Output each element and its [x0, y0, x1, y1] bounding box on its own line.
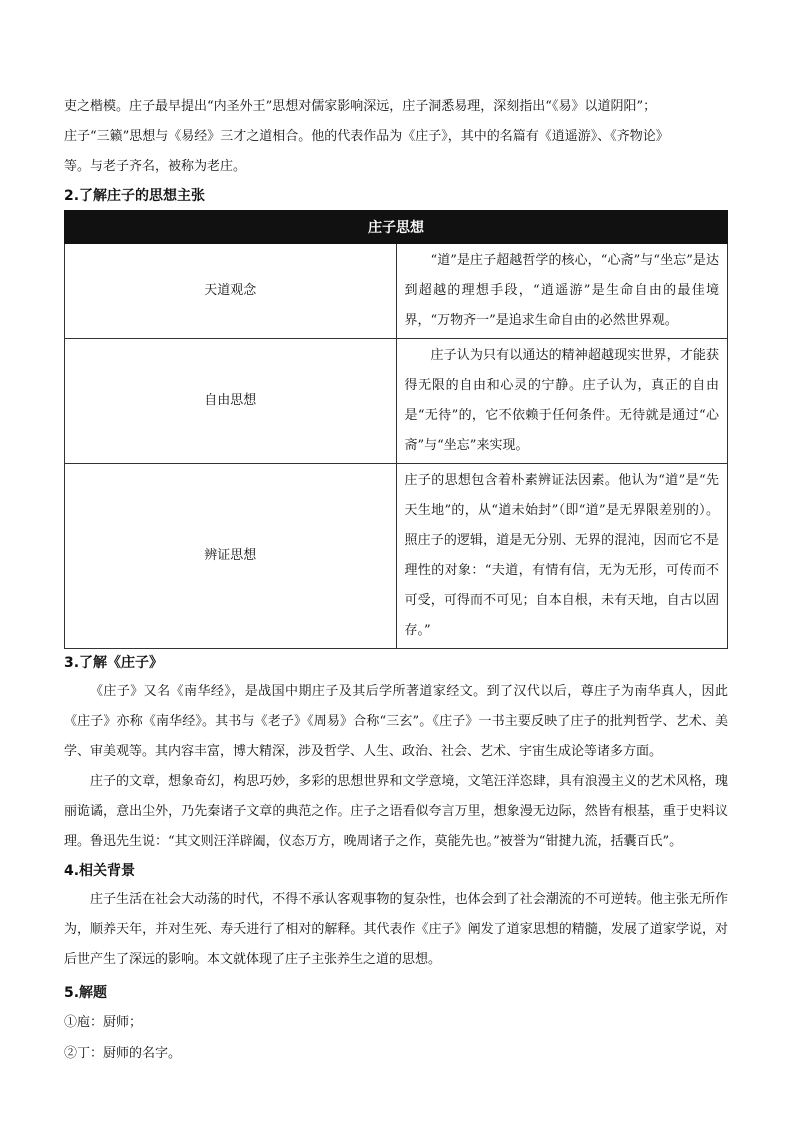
row-text-dialectic: 庄子的思想包含着朴素辨证法因素。他认为“道”是“先天生地”的，从“道未始封”（即“道”是无界限差别的）。照庄子的逻辑，道是无分别、无界的混沌，因而它不是理性的对象：“夫道，有情有信，无为无形，可传而不可受，可得而不可见；自本自根，未有天地，自古以固存。”	[396, 464, 728, 649]
table-row	[65, 464, 728, 649]
book-paragraph-2: 庄子的文章，想象奇幻，构思巧妙，多彩的思想世界和文学意境，文笔汪洋恣肆，具有浪漫主义的艺术风格，瑰丽诡谲，意出尘外，乃先秦诸子文章的典范之作。庄子之语看似夸言万里，想象漫无边际，然皆有根基，重于史料议理。鲁迅先生说：“其文则汪洋辟阖，仪态万方，晚周诸子之作，莫能先也。”被誉为“钳揵九流，括囊百氏”。	[64, 774, 728, 849]
section-heading-title-explanation: 5.解题	[64, 985, 108, 1001]
intro-line-1: 吏之楷模。庄子最早提出“内圣外王”思想对儒家影响深远，庄子洞悉易理，深刻指出“《易》以道阴阳”；	[64, 99, 657, 114]
table-header: 庄子思想	[65, 211, 728, 244]
row-label-dialectic: 辨证思想	[65, 464, 397, 649]
row-text-heaven-way: “道”是庄子超越哲学的核心，“心斋”与“坐忘”是达到超越的理想手段，“逍遥游”是生命自由的最佳境界，“万物齐一”是追求生命自由的必然世界观。	[396, 244, 728, 339]
background-paragraph: 庄子生活在社会大动荡的时代，不得不承认客观事物的复杂性，也体会到了社会潮流的不可逆转。他主张无所作为，顺养天年，并对生死、寿夭进行了相对的解释。其代表作《庄子》阐发了道家思想的精髓，发展了道家学说，对后世产生了深远的影响。本文就体现了庄子主张养生之道的思想。	[64, 892, 728, 967]
list-item: ②丁：厨师的名字。	[64, 1046, 182, 1061]
section-heading-background: 4.相关背景	[64, 863, 136, 879]
row-label-freedom: 自由思想	[65, 339, 397, 464]
row-text-freedom: 庄子认为只有以通达的精神超越现实世界，才能获得无限的自由和心灵的宁静。庄子认为，真正的自由是“无待”的，它不依赖于任何条件。无待就是通过“心斋”与“坐忘”来实现。	[396, 339, 728, 464]
section-heading-zhuangzi-book: 3.了解《庄子》	[64, 655, 164, 671]
intro-line-3: 等。与老子齐名，被称为老庄。	[64, 159, 247, 174]
section-heading-thoughts: 2.了解庄子的思想主张	[64, 188, 206, 204]
book-paragraph-1: 《庄子》又名《南华经》，是战国中期庄子及其后学所著道家经文。到了汉代以后，尊庄子为南华真人，因此《庄子》亦称《南华经》。其书与《老子》《周易》合称“三玄”。《庄子》一书主要反映了庄子的批判哲学、艺术、美学、审美观等。其内容丰富，博大精深，涉及哲学、人生、政治、社会、艺术、宇宙生成论等诸多方面。	[64, 684, 728, 759]
row-label-heaven-way: 天道观念	[65, 244, 397, 339]
thoughts-table	[64, 210, 728, 649]
list-item: ①庖：厨师；	[64, 1015, 143, 1030]
document-page	[64, 92, 728, 1069]
intro-line-2: 庄子“三籁”思想与《易经》三才之道相合。他的代表作品为《庄子》，其中的名篇有《逍遥游》、《齐物论》	[64, 129, 669, 144]
table-row	[65, 244, 728, 339]
table-row	[65, 339, 728, 464]
